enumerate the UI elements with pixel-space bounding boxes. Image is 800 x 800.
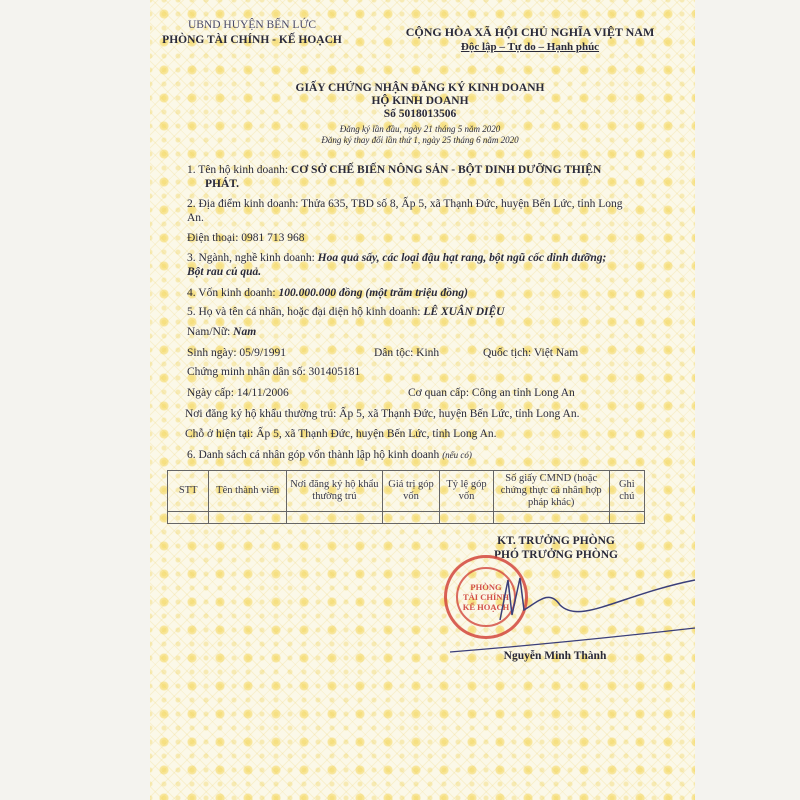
id-number: Chứng minh nhân dân số: 301405181 <box>187 366 361 378</box>
col-notes: Ghi chú <box>609 471 644 512</box>
agency-parent: UBND HUYỆN BẾN LỨC <box>187 19 317 31</box>
dob: Sinh ngày: 05/9/1991 <box>187 347 287 359</box>
business-lines: Hoa quả sấy, các loại đậu hạt rang, bột ngũ cốc dinh dưỡng; <box>317 252 607 264</box>
business-name-cont: PHÁT. <box>205 178 239 190</box>
signer-name: Nguyễn Minh Thành <box>503 650 607 662</box>
issuer: Cơ quan cấp: Công an tỉnh Long An <box>408 387 575 399</box>
col-stt: STT <box>168 471 209 512</box>
amendment: Đăng ký thay đổi lần thứ 1, ngày 25 tháng 6 năm 2020 <box>321 135 519 145</box>
doc-number: Số 5018013506 <box>383 108 457 120</box>
stamp-line: TÀI CHÍNH <box>462 592 510 602</box>
table-row <box>168 512 645 524</box>
item-6-label: 6. Danh sách cá nhân góp vốn thành lập hộ kinh doanh <box>187 449 443 461</box>
table-header-row <box>168 471 645 512</box>
agency: PHÒNG TÀI CHÍNH - KẾ HOẠCH <box>162 34 342 46</box>
item-2: 2. Địa điểm kinh doanh: Thửa 635, TBD số 8, Ấp 5, xã Thạnh Đức, huyện Bến Lức, tỉnh Long <box>187 198 623 210</box>
item-5-label: 5. Họ và tên cá nhân, hoặc đại diện hộ kinh doanh: <box>187 306 424 318</box>
col-contribution-value: Giá trị góp vốn <box>382 471 439 512</box>
capital: 100.000.000 đồng (một trăm triệu đồng) <box>278 287 468 299</box>
gender-label: Nam/Nữ: <box>187 326 234 338</box>
permanent-address: Nơi đăng ký hộ khẩu thường trú: Ấp 5, xã Thạnh Đức, huyện Bến Lức, tỉnh Long An. <box>185 408 580 420</box>
motto: Độc lập – Tự do – Hạnh phúc <box>460 41 600 53</box>
item-4-label: 4. Vốn kinh doanh: <box>187 287 279 299</box>
item-1-label: 1. Tên hộ kinh doanh: <box>187 164 291 176</box>
stamp-line: PHÒNG <box>470 582 502 592</box>
nationality: Quốc tịch: Việt Nam <box>483 347 579 359</box>
signer-title: KT. TRƯỞNG PHÒNG <box>497 535 615 547</box>
col-contribution-ratio: Tỷ lệ góp vốn <box>440 471 493 512</box>
gender: Nam <box>233 326 257 338</box>
col-id-number: Số giấy CMND (hoặc chứng thực cá nhân hợp pháp khác) <box>493 471 609 512</box>
item-1 <box>187 163 601 177</box>
business-name: CƠ SỞ CHẾ BIẾN NÔNG SẢN - BỘT DINH DƯỠNG THIỆN <box>290 164 602 176</box>
business-lines-cont: Bột rau củ quả. <box>187 266 262 278</box>
item-6-note: (nếu có) <box>442 450 472 460</box>
current-address: Chỗ ở hiện tại: Ấp 5, xã Thạnh Đức, huyện Bến Lức, tỉnh Long An. <box>185 428 497 440</box>
doc-title: GIẤY CHỨNG NHẬN ĐĂNG KÝ KINH DOANH <box>295 82 545 94</box>
ethnicity: Dân tộc: Kinh <box>374 347 440 359</box>
contributors-table <box>167 470 645 524</box>
stamp-line: KẾ HOẠCH <box>462 602 510 612</box>
col-member-name: Tên thành viên <box>209 471 287 512</box>
first-registration: Đăng ký lần đầu, ngày 21 tháng 5 năm 2020 <box>339 124 501 134</box>
doc-subtitle: HỘ KINH DOANH <box>371 95 469 107</box>
representative-name: LÊ XUÂN DIỆU <box>423 306 505 318</box>
item-3-label: 3. Ngành, nghề kinh doanh: <box>187 252 318 264</box>
phone: Điện thoại: 0981 713 968 <box>187 232 305 244</box>
signer-position: PHÓ TRƯỞNG PHÒNG <box>494 549 618 561</box>
issue-date: Ngày cấp: 14/11/2006 <box>187 387 289 399</box>
col-permanent-address: Nơi đăng ký hộ khẩu thường trú <box>286 471 382 512</box>
item-2-cont: An. <box>187 212 204 224</box>
nation-title: CỘNG HÒA XÃ HỘI CHỦ NGHĨA VIỆT NAM <box>405 25 655 39</box>
handwritten-signature <box>440 570 700 660</box>
